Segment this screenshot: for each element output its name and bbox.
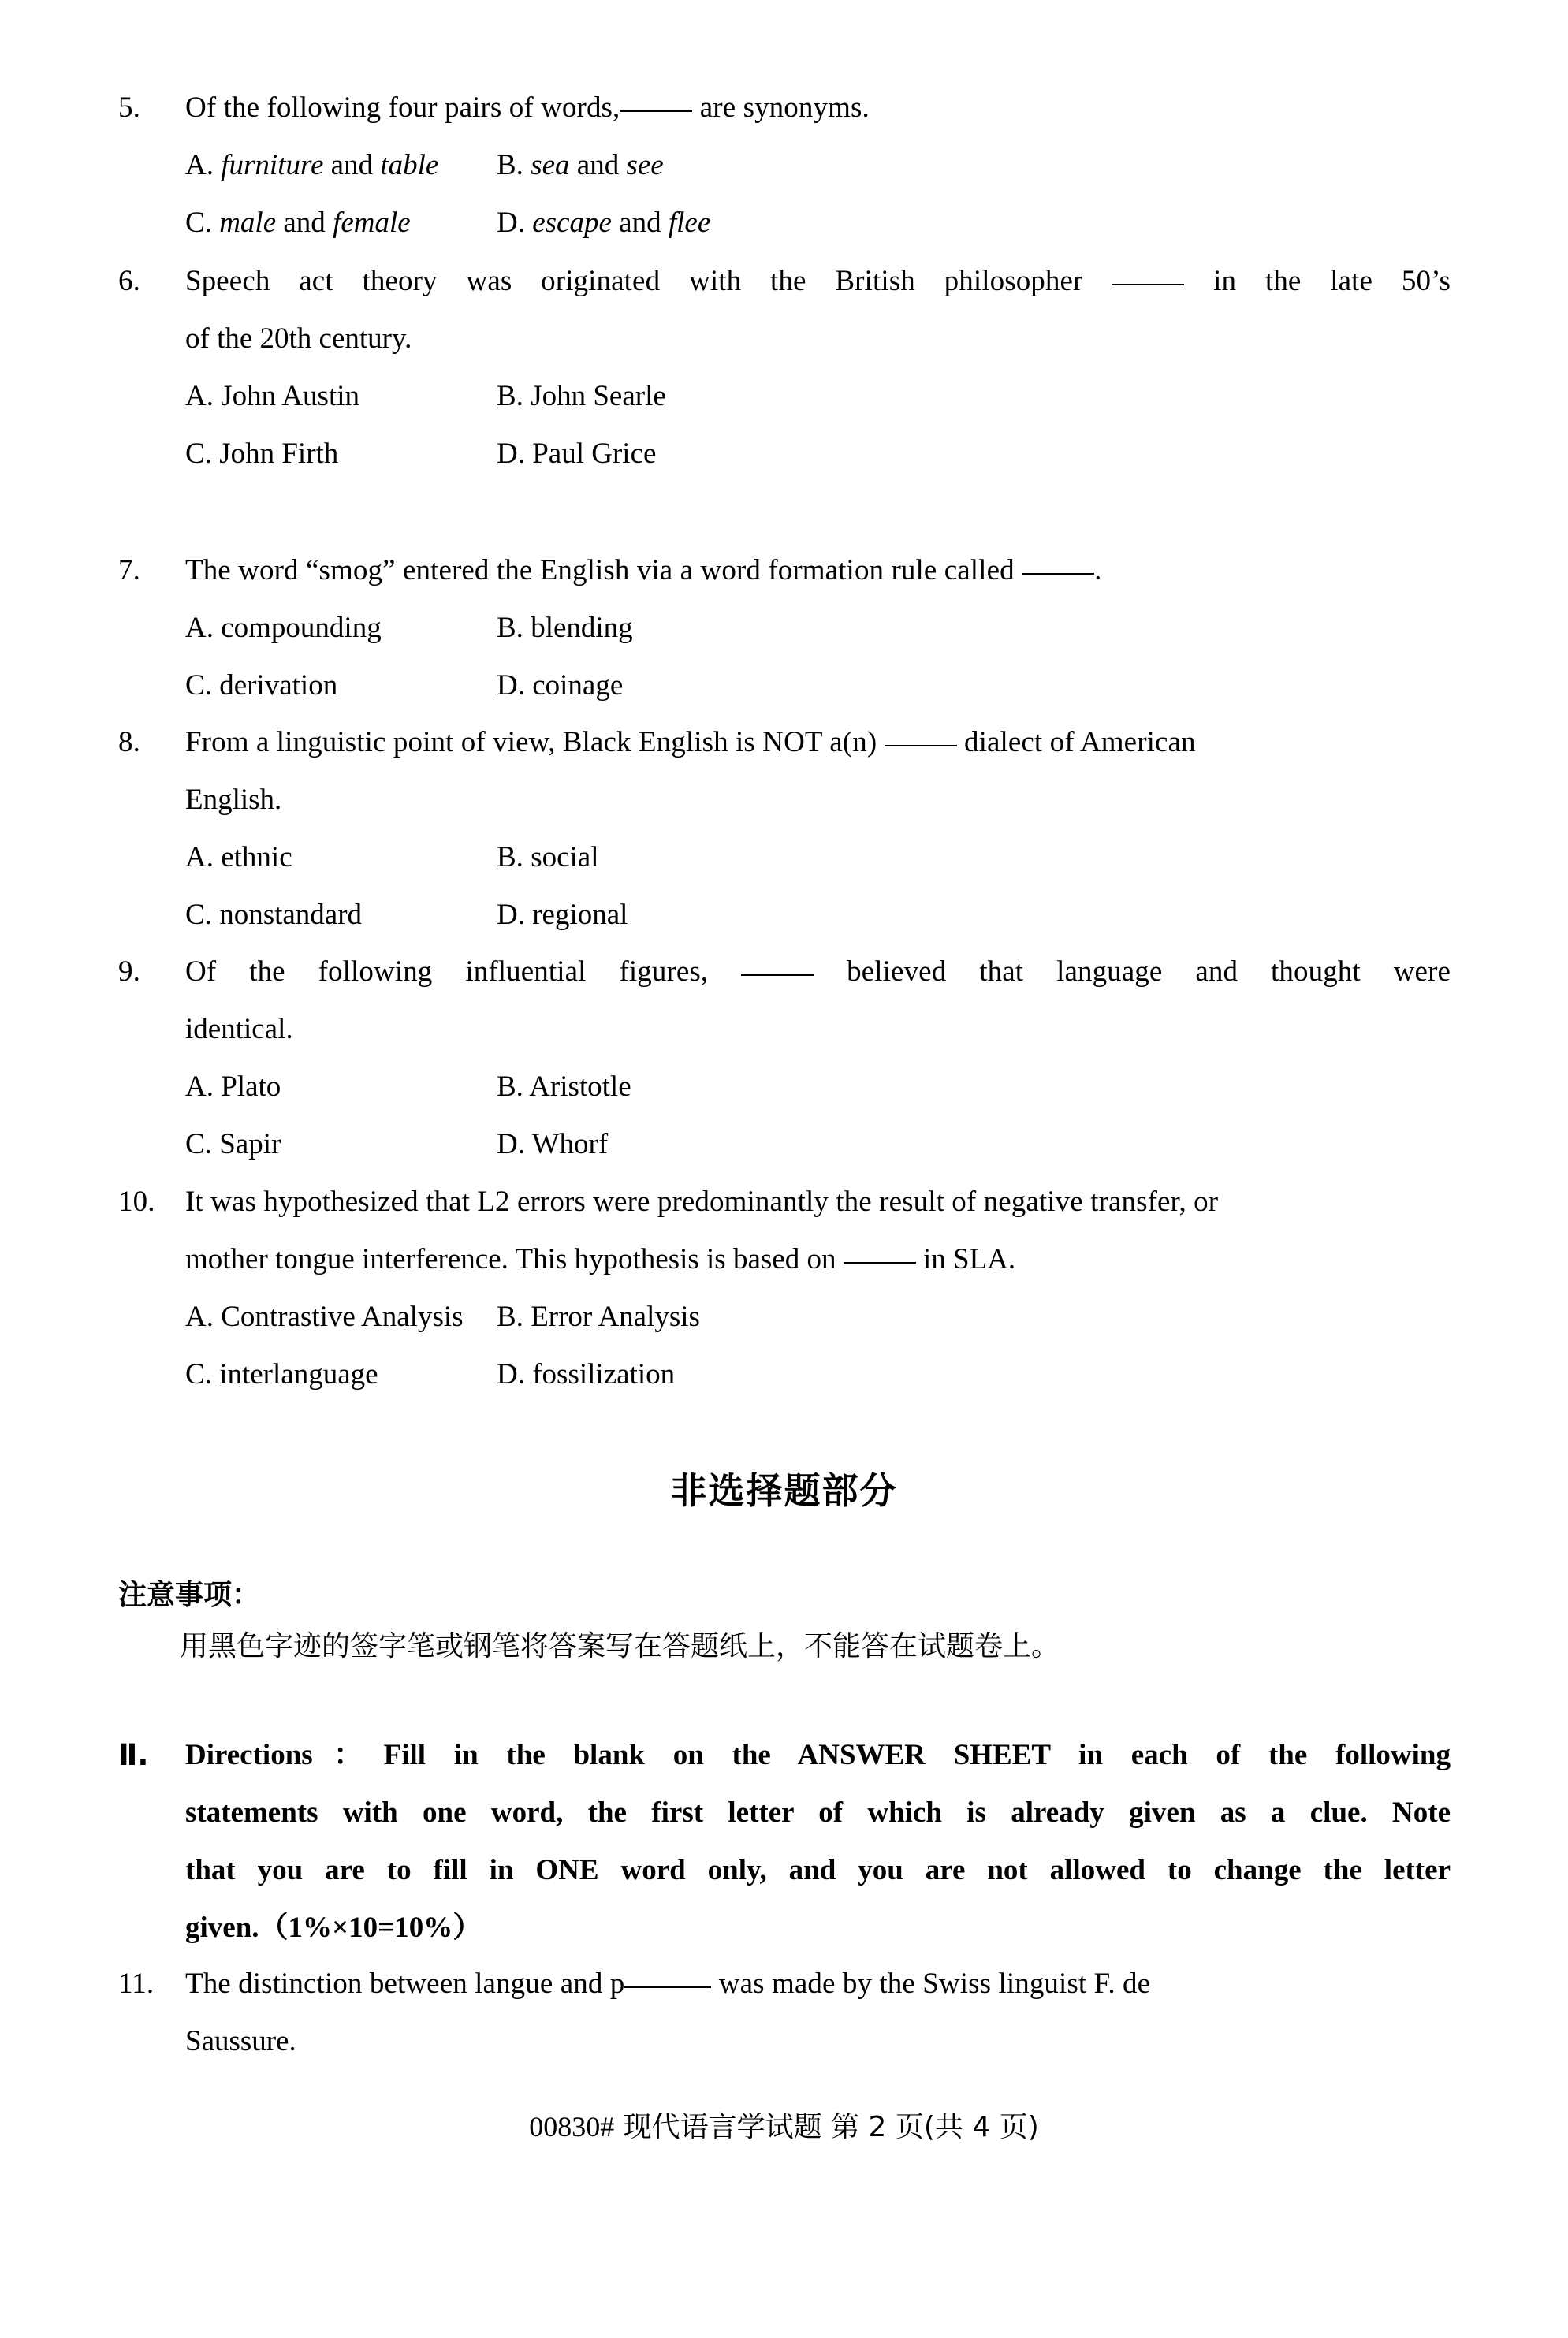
option-key: D.: [497, 437, 525, 470]
option-key: A.: [185, 1301, 214, 1333]
option-key: B.: [497, 1070, 523, 1103]
option-key: D.: [497, 207, 525, 239]
question-6-option-b[interactable]: [497, 367, 1451, 425]
option-term-2: female: [333, 207, 411, 239]
question-6-stem-post: in the late 50’s: [1213, 265, 1451, 297]
option-label: compounding: [221, 612, 382, 644]
question-9-stem-text: [185, 943, 1451, 1000]
question-8-options-row-1: [185, 828, 1451, 886]
question-5-number: 5.: [118, 91, 140, 124]
question-11-stem-post: was made by the Swiss linguist F. de: [718, 1968, 1151, 2000]
option-key: C.: [185, 669, 212, 702]
option-conjunction: and: [619, 207, 661, 239]
option-term-1: furniture: [221, 149, 324, 181]
question-7-answer-blank[interactable]: [1022, 573, 1094, 575]
option-key: B.: [497, 380, 523, 412]
question-5-option-d[interactable]: [497, 194, 1451, 251]
question-6: [118, 252, 1451, 482]
question-11-number: 11.: [118, 1968, 155, 2000]
question-11-stem-line1: [185, 1955, 1451, 2012]
option-conjunction: and: [283, 207, 326, 239]
question-10-option-b[interactable]: [497, 1288, 1451, 1346]
option-term-1: escape: [532, 207, 612, 239]
option-label: nonstandard: [219, 899, 363, 931]
question-6-option-c[interactable]: [185, 425, 497, 482]
question-9-option-b[interactable]: [497, 1058, 1451, 1115]
question-7-options-row-2: [185, 657, 1451, 714]
question-9-stem: [118, 943, 1451, 1000]
option-key: B.: [497, 841, 523, 873]
question-9-options-row-1: [185, 1058, 1451, 1115]
question-8: [118, 713, 1451, 944]
question-11-stem-pre: The distinction between langue and p: [185, 1968, 625, 2000]
question-5-options-row-1: [185, 136, 1451, 194]
question-11-stem-line2: Saussure.: [185, 2025, 296, 2057]
question-7-stem-post: .: [1094, 554, 1102, 586]
question-5-stem-pre: Of the following four pairs of words,: [185, 91, 620, 124]
option-label: Whorf: [531, 1128, 609, 1160]
question-11: [118, 1955, 1451, 2070]
notice-body: 用黑色字迹的签字笔或钢笔将答案写在答题纸上，不能答在试题卷上。: [180, 1630, 1060, 1662]
question-5-stem-post: are synonyms.: [699, 91, 870, 124]
question-9-options-row-2: [185, 1115, 1451, 1173]
option-label: ethnic: [221, 841, 292, 873]
option-key: A.: [185, 149, 214, 181]
option-key: C.: [185, 1128, 212, 1160]
question-6-stem-line2: of the 20th century.: [185, 322, 412, 355]
question-7-option-c[interactable]: [185, 657, 497, 714]
question-10-option-d[interactable]: [497, 1346, 1451, 1403]
page-number-label: 第 2 页: [831, 2111, 924, 2143]
question-6-option-d[interactable]: [497, 425, 1451, 482]
option-key: C.: [185, 899, 212, 931]
question-9-stem-line2: identical.: [185, 1013, 293, 1045]
question-10-option-a[interactable]: [185, 1288, 497, 1346]
page-footer: [0, 2105, 1568, 2145]
question-11-stem: [118, 1955, 1451, 2012]
total-pages-label: (共 4 页): [923, 2111, 1039, 2143]
question-10-stem-line2-pre: mother tongue interference. This hypothesis is based on: [185, 1243, 836, 1275]
question-9-stem-post: believed that language and thought were: [847, 955, 1451, 988]
option-term-2: table: [380, 149, 439, 181]
question-7-option-b[interactable]: [497, 599, 1451, 657]
question-10-option-c[interactable]: [185, 1346, 497, 1403]
question-6-option-a[interactable]: [185, 367, 497, 425]
directions-section-two: [118, 1726, 1451, 1956]
option-label: blending: [531, 612, 633, 644]
question-6-answer-blank[interactable]: [1112, 284, 1184, 285]
option-key: C.: [185, 437, 212, 470]
question-7-option-a[interactable]: [185, 599, 497, 657]
option-key: D.: [497, 1128, 525, 1160]
question-9-option-c[interactable]: [185, 1115, 497, 1173]
question-9-option-a[interactable]: [185, 1058, 497, 1115]
paper-code: 00830#: [529, 2111, 615, 2143]
question-5-option-a[interactable]: [185, 136, 497, 194]
question-7: [118, 542, 1451, 714]
option-term-1: sea: [531, 149, 570, 181]
question-11-answer-blank[interactable]: [624, 1986, 711, 1988]
question-10-options-row-2: [185, 1346, 1451, 1403]
question-5: [118, 79, 1451, 251]
option-term-2: flee: [668, 207, 711, 239]
option-conjunction: and: [576, 149, 620, 181]
question-5-stem: [118, 79, 1451, 136]
question-7-stem-pre: The word “smog” entered the English via a word formation rule called: [185, 554, 1015, 586]
option-label: Paul Grice: [532, 437, 657, 470]
option-key: A.: [185, 1070, 214, 1103]
option-key: D.: [497, 1358, 525, 1391]
question-8-option-d[interactable]: [497, 886, 1451, 944]
question-5-options-row-2: [185, 194, 1451, 251]
question-9-answer-blank[interactable]: [741, 974, 814, 976]
section-roman-numeral: Ⅱ.: [118, 1738, 149, 1772]
option-label: Error Analysis: [531, 1301, 700, 1333]
question-10-stem-line1: It was hypothesized that L2 errors were predominantly the result of negative transfer, or: [185, 1186, 1219, 1218]
option-key: A.: [185, 380, 214, 412]
directions-line-2-text: statements with one word, the first letter of which is already given as a clue. Note: [185, 1796, 1451, 1829]
question-5-option-b[interactable]: [497, 136, 1451, 194]
question-8-option-b[interactable]: [497, 828, 1451, 886]
option-key: D.: [497, 899, 525, 931]
question-5-option-c[interactable]: [185, 194, 497, 251]
option-label: fossilization: [532, 1358, 676, 1391]
question-10-stem-line2: [185, 1230, 1451, 1288]
option-key: A.: [185, 612, 214, 644]
directions-line-1: [118, 1726, 1451, 1784]
option-label: Aristotle: [529, 1070, 631, 1103]
option-term-2: see: [626, 149, 664, 181]
option-label: John Searle: [531, 380, 666, 412]
option-label: Sapir: [219, 1128, 281, 1160]
option-label: John Firth: [219, 437, 339, 470]
question-8-stem-line2: English.: [185, 784, 282, 816]
question-9-option-d[interactable]: [497, 1115, 1451, 1173]
question-8-stem-text: [185, 713, 1451, 771]
question-6-options-row-2: [185, 425, 1451, 482]
question-9-number: 9.: [118, 955, 140, 988]
notice-label: 注意事项：: [118, 1579, 261, 1611]
question-8-stem: [118, 713, 1451, 771]
question-7-options-row-1: [185, 599, 1451, 657]
option-label: Plato: [221, 1070, 281, 1103]
question-7-stem-text: [185, 542, 1451, 599]
question-8-number: 8.: [118, 726, 140, 758]
option-label: Contrastive Analysis: [221, 1301, 464, 1333]
question-7-stem: [118, 542, 1451, 599]
option-label: regional: [532, 899, 628, 931]
question-10-number: 10.: [118, 1186, 155, 1218]
question-9: [118, 943, 1451, 1173]
question-8-option-a[interactable]: [185, 828, 497, 886]
question-8-options-row-2: [185, 886, 1451, 944]
option-key: C.: [185, 207, 212, 239]
question-5-stem-text: [185, 79, 1451, 136]
option-key: D.: [497, 669, 525, 702]
question-6-number: 6.: [118, 265, 140, 297]
option-label: John Austin: [221, 380, 360, 412]
question-6-options-row-1: [185, 367, 1451, 425]
question-10: [118, 1173, 1451, 1403]
question-6-stem-text: [185, 252, 1451, 310]
option-term-1: male: [219, 207, 277, 239]
option-key: B.: [497, 612, 523, 644]
option-key: B.: [497, 149, 523, 181]
option-label: interlanguage: [219, 1358, 378, 1391]
option-key: C.: [185, 1358, 212, 1391]
question-5-answer-blank[interactable]: [620, 110, 692, 112]
section-two-heading: 非选择题部分: [670, 1469, 898, 1512]
directions-line-4-text: given.（1%×10=10%）: [185, 1912, 482, 1944]
question-10-answer-blank[interactable]: [844, 1262, 916, 1264]
option-label: coinage: [532, 669, 624, 702]
paper-title: 现代语言学试题: [623, 2111, 822, 2143]
question-8-stem-post: dialect of American: [963, 726, 1196, 758]
question-10-stem-line2-post: in SLA.: [922, 1243, 1016, 1275]
directions-line-3-text: that you are to fill in ONE word only, and you are not allowed to change the letter: [185, 1854, 1451, 1886]
question-9-stem-pre: Of the following influential figures,: [185, 955, 709, 988]
option-key: A.: [185, 841, 214, 873]
question-10-options-row-1: [185, 1288, 1451, 1346]
question-8-answer-blank[interactable]: [885, 745, 957, 746]
question-6-stem-pre: Speech act theory was originated with the British philosopher: [185, 265, 1083, 297]
question-7-option-d[interactable]: [497, 657, 1451, 714]
question-8-option-c[interactable]: [185, 886, 497, 944]
option-label: social: [531, 841, 599, 873]
question-6-stem: [118, 252, 1451, 310]
option-label: derivation: [219, 669, 338, 702]
option-key: B.: [497, 1301, 523, 1333]
question-8-stem-pre: From a linguistic point of view, Black English is NOT a(n): [185, 726, 877, 758]
option-conjunction: and: [330, 149, 374, 181]
question-10-stem: [118, 1173, 1451, 1230]
question-7-number: 7.: [118, 554, 140, 586]
directions-line-1-text: Directions：Fill in the blank on the ANSWER SHEET in each of the following: [185, 1739, 1451, 1771]
